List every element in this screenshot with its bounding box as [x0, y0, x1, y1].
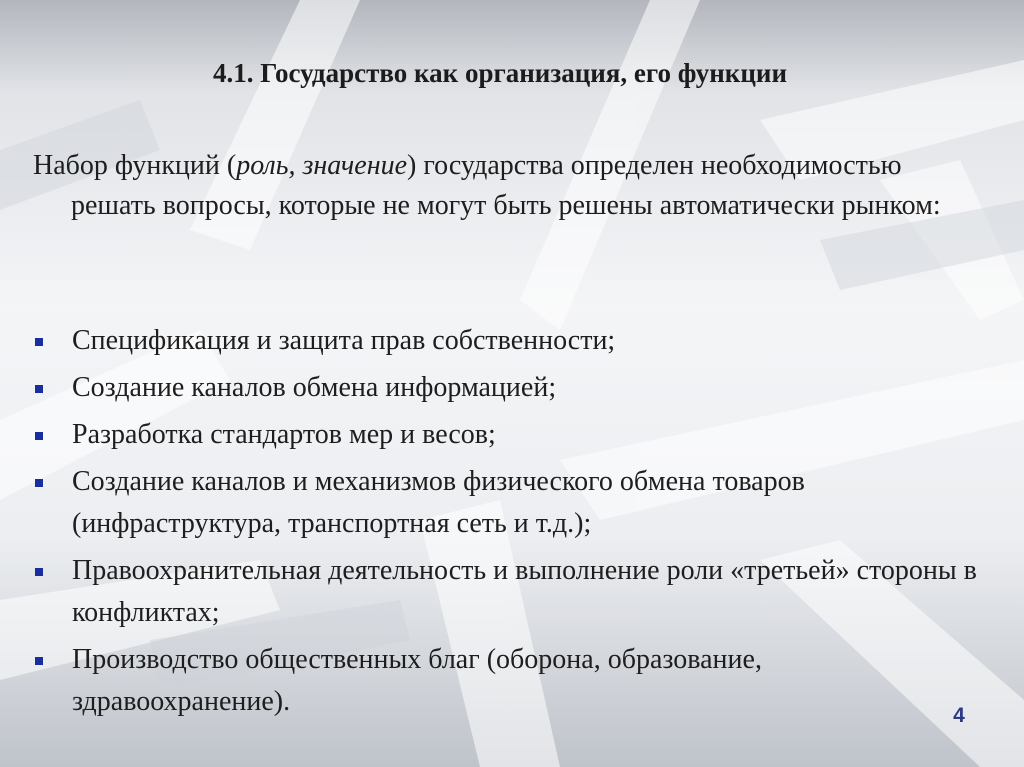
list-item-text: Создание каналов и механизмов физического обмена товаров (инфраструктура, транспортная сеть и т.д.); [72, 466, 805, 539]
list-item [33, 320, 983, 362]
square-bullet-icon [35, 479, 43, 487]
list-item [33, 461, 983, 545]
list-item-text: Правоохранительная деятельность и выполнение роли «третьей» стороны в конфликтах; [72, 555, 977, 628]
intro-text-start: Набор функций ( [33, 150, 237, 181]
functions-list [33, 320, 983, 728]
list-item [33, 367, 983, 409]
page-number: 4 [953, 704, 965, 727]
slide-title: 4.1. Государство как организация, его функции [212, 58, 788, 88]
intro-italic-text: роль, значение [236, 150, 408, 181]
intro-paragraph [33, 146, 951, 226]
list-item-text: Разработка стандартов мер и весов; [72, 419, 496, 450]
square-bullet-icon [35, 568, 43, 576]
list-item [33, 639, 983, 723]
list-item-text: Создание каналов обмена информацией; [72, 372, 557, 403]
square-bullet-icon [35, 338, 43, 346]
square-bullet-icon [35, 385, 43, 393]
list-item-text: Производство общественных благ (оборона, образование, здравоохранение). [72, 644, 762, 717]
list-item-text: Спецификация и защита прав собственности; [72, 325, 616, 356]
square-bullet-icon [35, 432, 43, 440]
list-item [33, 550, 983, 634]
intro-text-end: ) государства определен необходимостью решать вопросы, которые не могут быть решены автоматически рынком: [71, 150, 941, 221]
square-bullet-icon [35, 657, 43, 665]
list-item [33, 414, 983, 456]
